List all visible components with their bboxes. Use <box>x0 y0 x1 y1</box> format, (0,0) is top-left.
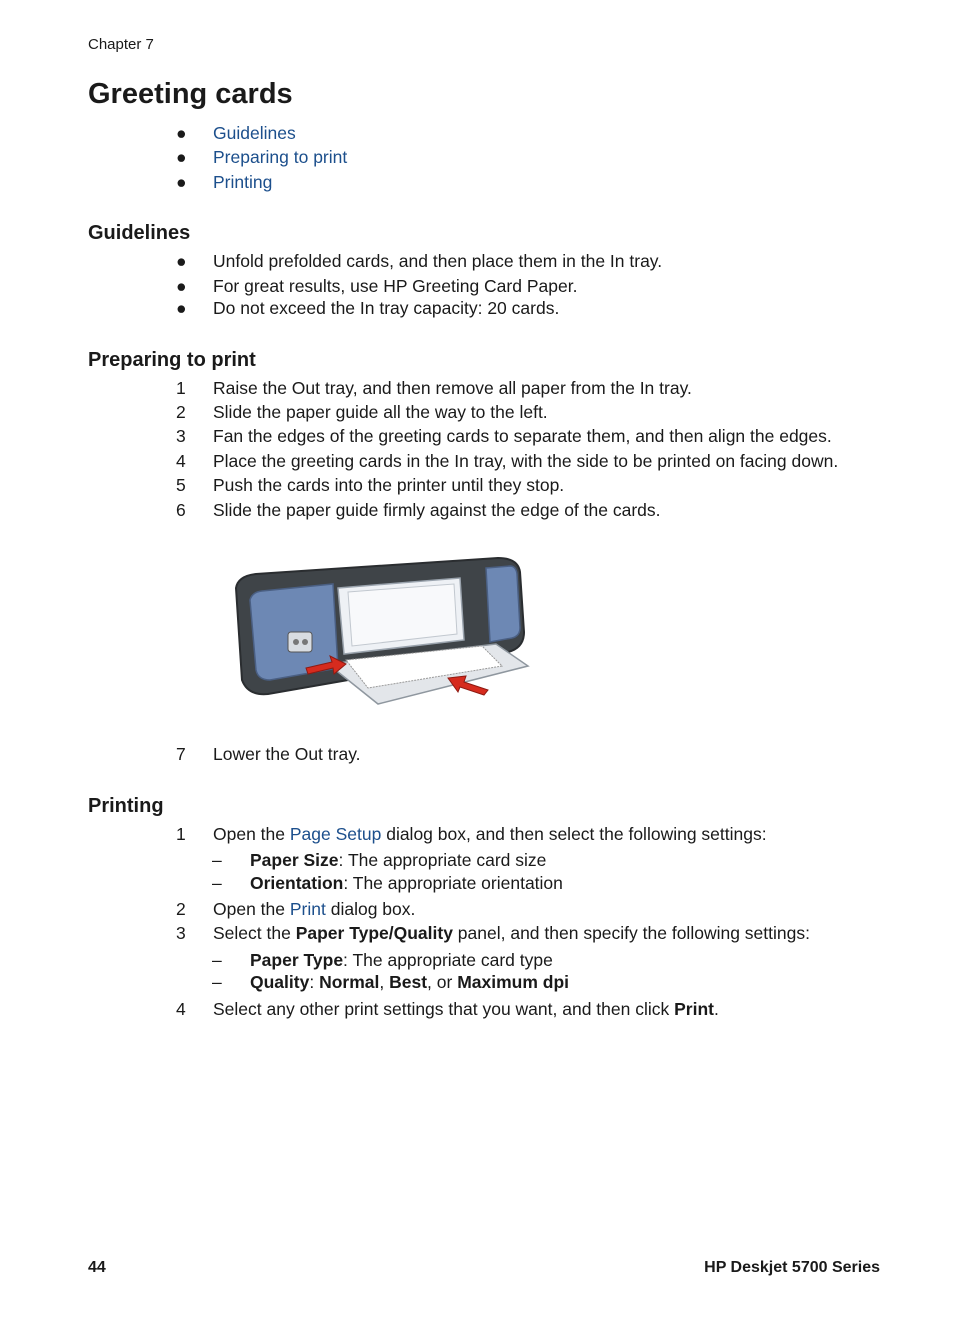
option-normal: Normal <box>319 972 380 992</box>
bullet: ● <box>176 172 187 192</box>
bullet: ● <box>176 276 187 296</box>
step-text <box>213 998 719 1020</box>
step-text-part: Open the <box>213 824 290 844</box>
step-number: 4 <box>176 999 186 1019</box>
step-text-part: panel, and then specify the following settings: <box>452 923 810 943</box>
step-text: Slide the paper guide firmly against the edge of the cards. <box>213 500 661 520</box>
page-title: Greeting cards <box>88 78 293 110</box>
setting-value: : The appropriate orientation <box>343 873 563 893</box>
panel-name: Paper Type/Quality <box>295 923 453 943</box>
step-number: 2 <box>176 402 186 422</box>
step-text-part: Select the <box>213 923 296 943</box>
step-text-part: . <box>713 999 719 1019</box>
list-item: Do not exceed the In tray capacity: 20 cards. <box>213 298 560 318</box>
text-part: , or <box>427 972 458 992</box>
section-heading-printing: Printing <box>88 795 164 817</box>
step-text-part: Open the <box>213 899 290 919</box>
page-setup-link[interactable]: Page Setup <box>289 824 382 844</box>
step-text <box>213 922 810 944</box>
step-number: 3 <box>176 923 186 943</box>
setting-name: Paper Type <box>250 950 344 970</box>
step-text-part: dialog box. <box>325 899 416 919</box>
setting-name: Paper Size <box>250 850 339 870</box>
step-text: Place the greeting cards in the In tray, with the side to be printed on facing down. <box>213 451 839 471</box>
bullet: ● <box>176 147 187 167</box>
text-part: , <box>379 972 390 992</box>
list-item: For great results, use HP Greeting Card Paper. <box>213 276 578 296</box>
step-number: 1 <box>176 378 186 398</box>
sub-item <box>250 849 546 871</box>
option-best: Best <box>389 972 428 992</box>
dash-marker: – <box>212 950 222 970</box>
step-number: 7 <box>176 744 186 764</box>
step-number: 1 <box>176 824 186 844</box>
step-number: 4 <box>176 451 186 471</box>
step-number: 6 <box>176 500 186 520</box>
page-number: 44 <box>88 1259 106 1276</box>
setting-name: Orientation <box>250 873 344 893</box>
setting-value: : The appropriate card size <box>338 850 547 870</box>
dash-marker: – <box>212 850 222 870</box>
step-number: 3 <box>176 426 186 446</box>
printer-icon <box>228 548 538 713</box>
product-name: HP Deskjet 5700 Series <box>704 1259 880 1276</box>
bullet: ● <box>176 298 187 318</box>
step-text: Lower the Out tray. <box>213 744 361 764</box>
dash-marker: – <box>212 972 222 992</box>
step-text-part: dialog box, and then select the following settings: <box>381 824 767 844</box>
bullet: ● <box>176 251 187 271</box>
step-text <box>213 823 767 845</box>
step-text: Raise the Out tray, and then remove all paper from the In tray. <box>213 378 692 398</box>
chapter-label: Chapter 7 <box>88 36 154 53</box>
step-text: Push the cards into the printer until they stop. <box>213 475 565 495</box>
setting-name: Quality <box>250 972 310 992</box>
sub-item <box>250 872 563 894</box>
step-text: Slide the paper guide all the way to the left. <box>213 402 548 422</box>
bullet: ● <box>176 123 187 143</box>
setting-value: : The appropriate card type <box>343 950 553 970</box>
text-part: : <box>309 972 320 992</box>
section-heading-preparing: Preparing to print <box>88 349 256 371</box>
dash-marker: – <box>212 873 222 893</box>
step-number: 2 <box>176 899 186 919</box>
step-text: Fan the edges of the greeting cards to separate them, and then align the edges. <box>213 426 832 446</box>
print-link[interactable]: Print <box>289 899 326 919</box>
section-heading-guidelines: Guidelines <box>88 222 191 244</box>
sub-item <box>250 949 553 971</box>
button-name: Print <box>674 999 714 1019</box>
step-text-part: Select any other print settings that you want, and then click <box>213 999 675 1019</box>
toc-link-guidelines[interactable]: Guidelines <box>213 123 296 143</box>
toc-link-preparing[interactable]: Preparing to print <box>213 147 348 167</box>
option-maximum-dpi: Maximum dpi <box>457 972 570 992</box>
printer-illustration <box>228 548 538 718</box>
toc-link-printing[interactable]: Printing <box>213 172 273 192</box>
step-number: 5 <box>176 475 186 495</box>
step-text <box>213 898 415 920</box>
list-item: Unfold prefolded cards, and then place them in the In tray. <box>213 251 663 271</box>
sub-item <box>250 971 569 993</box>
